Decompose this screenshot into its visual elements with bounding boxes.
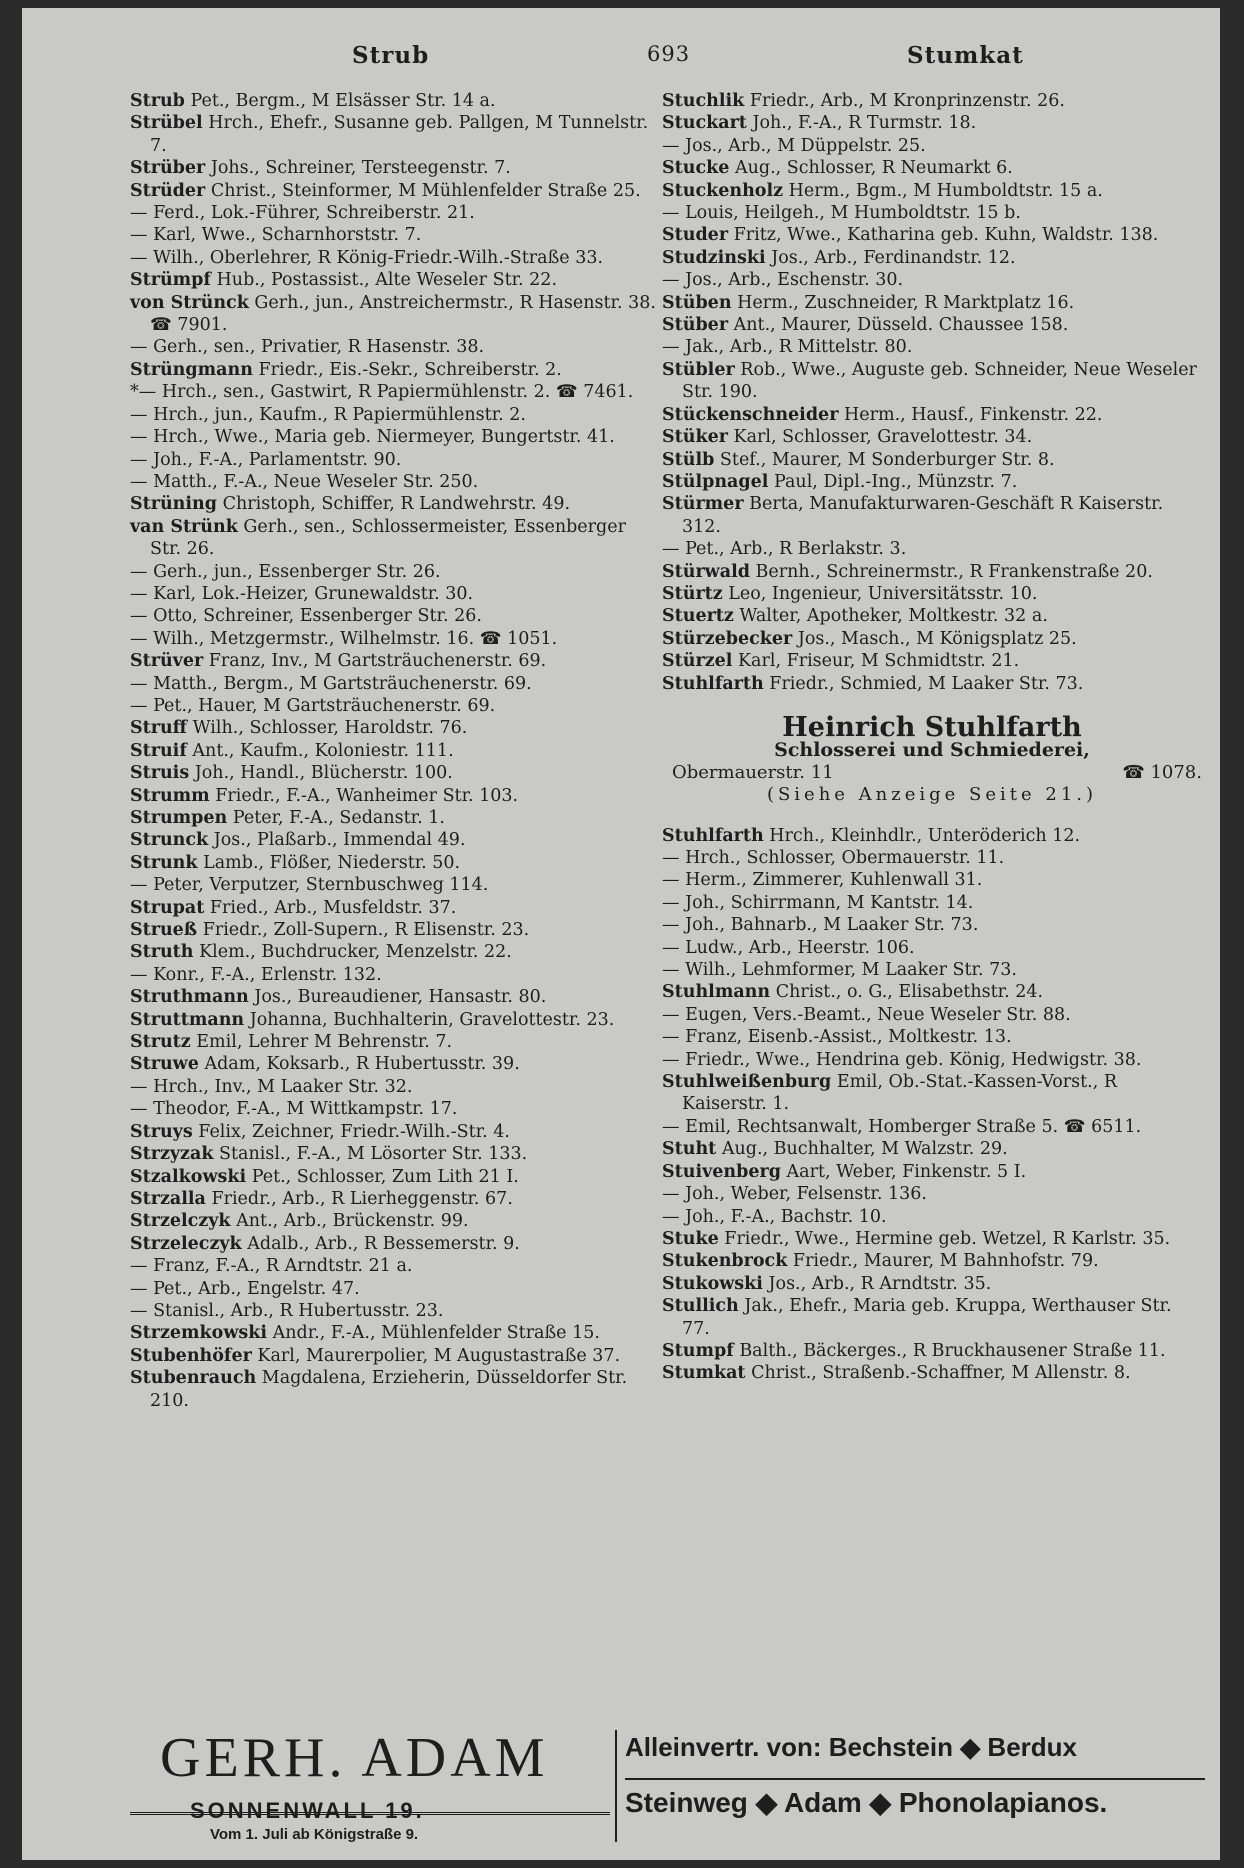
- entry-details: — Eugen, Vers.-Beamt., Neue Weseler Str. 88.: [662, 1004, 1071, 1025]
- entry-surname: Stürzel: [662, 651, 733, 672]
- entry-surname: Stülb: [662, 449, 715, 470]
- entry-details: Aug., Schlosser, R Neumarkt 6.: [734, 158, 1013, 179]
- directory-entry: [130, 650, 660, 672]
- entry-details: Aug., Buchhalter, M Walzstr. 29.: [721, 1139, 1008, 1160]
- entry-surname: Stucke: [662, 158, 730, 179]
- entry-details: Fritz, Wwe., Katharina geb. Kuhn, Waldstr. 138.: [733, 225, 1159, 246]
- directory-entry: [130, 1300, 660, 1322]
- entry-surname: Stubenhöfer: [130, 1345, 252, 1366]
- entry-details: — Wilh., Oberlehrer, R König-Friedr.-Wilh.-Straße 33.: [130, 247, 604, 268]
- entry-details: — Franz, Eisenb.-Assist., Moltkestr. 13.: [662, 1027, 1012, 1048]
- entry-surname: Stürtz: [662, 583, 723, 604]
- directory-entry: [130, 404, 660, 426]
- directory-entry: [662, 157, 1202, 179]
- entry-details: Franz, Inv., M Gartsträuchenerstr. 69.: [208, 651, 547, 672]
- directory-entry: [130, 1210, 660, 1232]
- entry-surname: Stürwald: [662, 561, 750, 582]
- entry-details: — Ferd., Lok.-Führer, Schreiberstr. 21.: [130, 203, 475, 224]
- entry-details: Johs., Schreiner, Tersteegenstr. 7.: [210, 158, 511, 179]
- directory-entry: [130, 493, 660, 515]
- entry-details: — Louis, Heilgeh., M Humboldtstr. 15 b.: [662, 203, 1021, 224]
- entry-details: — Matth., Bergm., M Gartsträuchenerstr. 69.: [130, 673, 532, 694]
- directory-entry: [662, 1228, 1202, 1250]
- entry-surname: Stuivenberg: [662, 1161, 781, 1182]
- entry-details: — Stanisl., Arb., R Hubertusstr. 23.: [130, 1300, 444, 1321]
- entry-surname: van Strünk: [130, 516, 238, 537]
- entry-surname: Stuhlweißenburg: [662, 1072, 832, 1093]
- entry-details: Ant., Maurer, Düsseld. Chaussee 158.: [733, 315, 1069, 336]
- entry-details: Paul, Dipl.-Ing., Münzstr. 7.: [774, 471, 1018, 492]
- directory-entry: [130, 852, 660, 874]
- directory-entry: [130, 673, 660, 695]
- directory-entry: [130, 1255, 660, 1277]
- directory-entry: [130, 874, 660, 896]
- directory-entry: [662, 1071, 1202, 1116]
- entry-surname: Stuke: [662, 1228, 719, 1249]
- entry-details: Hub., Postassist., Alte Weseler Str. 22.: [216, 270, 558, 291]
- entry-surname: Struthmann: [130, 987, 249, 1008]
- directory-entry: [662, 1340, 1202, 1362]
- directory-entry: [662, 650, 1202, 672]
- directory-entry: [130, 1188, 660, 1210]
- right-entries-top: [662, 90, 1202, 695]
- entry-details: — Herm., Zimmerer, Kuhlenwall 31.: [662, 870, 983, 891]
- entry-surname: Strub: [130, 91, 185, 111]
- directory-entry: [130, 964, 660, 986]
- entry-details: Stef., Maurer, M Sonderburger Str. 8.: [719, 449, 1055, 470]
- entry-surname: Strzelczyk: [130, 1211, 231, 1232]
- entry-details: Gerh., jun., Anstreichermstr., R Hasenstr. 38. ☎ 7901.: [150, 292, 656, 336]
- advert-title: Heinrich Stuhlfarth: [782, 711, 1082, 743]
- left-column: [130, 90, 660, 1412]
- directory-entry: [662, 561, 1202, 583]
- directory-entry: [130, 628, 660, 650]
- gerh-adam-divider: [615, 1730, 617, 1842]
- entry-surname: Stückenschneider: [662, 404, 839, 425]
- directory-entry: [662, 247, 1202, 269]
- directory-entry: [662, 1026, 1202, 1048]
- entry-details: — Peter, Verputzer, Sternbuschweg 114.: [130, 875, 489, 896]
- entry-surname: Strübel: [130, 113, 203, 134]
- entry-details: Johanna, Buchhalterin, Gravelottestr. 23.: [249, 1009, 615, 1030]
- directory-entry: [130, 359, 660, 381]
- entry-details: Friedr., Schmied, M Laaker Str. 73.: [769, 673, 1084, 694]
- directory-entry: [130, 449, 660, 471]
- entry-surname: Stuckart: [662, 113, 747, 134]
- entry-details: Ant., Arb., Brückenstr. 99.: [236, 1211, 469, 1232]
- directory-entry: [130, 561, 660, 583]
- entry-details: Friedr., Zoll-Supern., R Elisenstr. 23.: [202, 920, 530, 941]
- directory-entry: [662, 292, 1202, 314]
- entry-details: Hrch., Ehefr., Susanne geb. Pallgen, M Tunnelstr. 7.: [150, 113, 649, 156]
- directory-entry: [130, 605, 660, 627]
- directory-entry: [662, 605, 1202, 627]
- entry-surname: Stzalkowski: [130, 1166, 247, 1187]
- entry-surname: Strumpen: [130, 808, 228, 828]
- directory-entry: [662, 914, 1202, 936]
- directory-entry: [130, 1031, 660, 1053]
- directory-entry: [130, 1367, 660, 1412]
- entry-details: Ant., Kaufm., Koloniestr. 111.: [192, 740, 454, 761]
- entry-details: Peter, F.-A., Sedanstr. 1.: [232, 808, 445, 828]
- entry-details: Andr., F.-A., Mühlenfelder Straße 15.: [272, 1323, 600, 1344]
- entry-details: — Joh., Schirrmann, M Kantstr. 14.: [662, 892, 974, 913]
- entry-details: — Theodor, F.-A., M Wittkampstr. 17.: [130, 1099, 458, 1120]
- entry-surname: Stullich: [662, 1296, 739, 1317]
- directory-entry: [662, 336, 1202, 358]
- entry-surname: Struis: [130, 763, 190, 784]
- entry-details: Balth., Bäckerges., R Bruckhausener Straße 11.: [739, 1340, 1166, 1361]
- gerh-adam-advert: [130, 1726, 1202, 1846]
- directory-entry: [662, 180, 1202, 202]
- entry-details: Friedr., Maurer, M Bahnhofstr. 79.: [792, 1251, 1099, 1272]
- advert-address: [662, 762, 1202, 784]
- directory-entry: [662, 135, 1202, 157]
- entry-surname: Stumkat: [662, 1363, 746, 1384]
- entry-surname: Stuckenholz: [662, 180, 784, 201]
- directory-entry: [662, 538, 1202, 560]
- entry-details: — Hrch., Inv., M Laaker Str. 32.: [130, 1076, 413, 1097]
- directory-entry: [662, 825, 1202, 847]
- entry-details: Bernh., Schreinermstr., R Frankenstraße 20.: [755, 561, 1153, 582]
- directory-entry: [130, 269, 660, 291]
- entry-details: Christ., Steinformer, M Mühlenfelder Straße 25.: [210, 180, 641, 201]
- directory-entry: [662, 493, 1202, 538]
- entry-details: — Gerh., sen., Privatier, R Hasenstr. 38.: [130, 337, 485, 358]
- entry-details: Emil, Ob.-Stat.-Kassen-Vorst., R Kaiserstr. 1.: [682, 1072, 1118, 1115]
- entry-surname: Strzalla: [130, 1188, 206, 1209]
- directory-entry: [130, 202, 660, 224]
- entry-details: Jos., Arb., R Arndtstr. 35.: [768, 1273, 992, 1294]
- entry-details: Walter, Apotheker, Moltkestr. 32 a.: [739, 606, 1048, 627]
- directory-entry: [130, 762, 660, 784]
- directory-entry: [662, 359, 1202, 404]
- directory-entry: [662, 1362, 1202, 1384]
- directory-entry: [662, 981, 1202, 1003]
- entry-details: Aart, Weber, Finkenstr. 5 I.: [786, 1161, 1027, 1182]
- entry-details: Lamb., Flößer, Niederstr. 50.: [203, 852, 461, 873]
- directory-entry: [662, 1138, 1202, 1160]
- entry-details: — Konr., F.-A., Erlenstr. 132.: [130, 964, 382, 985]
- entry-details: Friedr., Arb., R Lierheggenstr. 67.: [211, 1188, 513, 1209]
- entry-details: Emil, Lehrer M Behrenstr. 7.: [196, 1032, 453, 1053]
- entry-surname: Stuchlik: [662, 91, 745, 111]
- entry-surname: Struff: [130, 718, 188, 739]
- entry-details: — Hrch., Wwe., Maria geb. Niermeyer, Bungertstr. 41.: [130, 427, 615, 448]
- directory-entry: [130, 941, 660, 963]
- entry-details: Jos., Plaßarb., Immendal 49.: [213, 830, 466, 851]
- entry-surname: Struwe: [130, 1054, 199, 1075]
- entry-details: Jos., Bureaudiener, Hansastr. 80.: [254, 987, 547, 1008]
- stuhlfarth-advert: [662, 711, 1202, 807]
- directory-entry: [662, 426, 1202, 448]
- entry-surname: Strüder: [130, 180, 206, 201]
- entry-surname: Stumpf: [662, 1340, 734, 1361]
- directory-entry: [130, 1322, 660, 1344]
- directory-entry: [130, 583, 660, 605]
- directory-entry: [662, 471, 1202, 493]
- entry-details: Jos., Masch., M Königsplatz 25.: [797, 628, 1077, 649]
- directory-entry: [130, 1076, 660, 1098]
- directory-entry: [662, 224, 1202, 246]
- entry-details: — Pet., Arb., R Berlakstr. 3.: [662, 539, 907, 560]
- entry-surname: Stuht: [662, 1139, 717, 1160]
- entry-surname: Strumm: [130, 785, 210, 806]
- entry-details: Christ., o. G., Elisabethstr. 24.: [775, 982, 1044, 1003]
- directory-entry: [130, 292, 660, 337]
- directory-entry: [662, 1183, 1202, 1205]
- directory-entry: [662, 628, 1202, 650]
- page-number: 693: [647, 42, 691, 66]
- entry-details: Pet., Schlosser, Zum Lith 21 I.: [251, 1166, 519, 1187]
- directory-entry: [662, 673, 1202, 695]
- directory-entry: [662, 314, 1202, 336]
- entry-surname: Strunk: [130, 852, 198, 873]
- entry-surname: Stüber: [662, 315, 729, 336]
- entry-surname: Strümpf: [130, 270, 211, 291]
- entry-details: Rob., Wwe., Auguste geb. Schneider, Neue Weseler Str. 190.: [682, 359, 1197, 403]
- directory-entry: [662, 90, 1202, 112]
- entry-details: Friedr., F.-A., Wanheimer Str. 103.: [215, 785, 519, 806]
- entry-surname: Struttmann: [130, 1009, 245, 1030]
- entry-surname: Struth: [130, 942, 194, 963]
- entry-details: Stanisl., F.-A., M Lösorter Str. 133.: [219, 1144, 528, 1165]
- entry-details: Herm., Bgm., M Humboldtstr. 15 a.: [788, 180, 1103, 201]
- header-left: Strub: [352, 42, 430, 69]
- entry-details: — Joh., F.-A., Bachstr. 10.: [662, 1206, 887, 1227]
- directory-entry: [130, 224, 660, 246]
- entry-details: — Pet., Arb., Engelstr. 47.: [130, 1278, 360, 1299]
- entry-surname: Stubenrauch: [130, 1368, 257, 1389]
- directory-entry: [662, 892, 1202, 914]
- entry-surname: Struif: [130, 740, 187, 761]
- directory-entry: [662, 1116, 1202, 1138]
- entry-details: — Joh., F.-A., Parlamentstr. 90.: [130, 449, 402, 470]
- gerh-adam-line2: Steinweg ◆ Adam ◆ Phonolapianos.: [625, 1787, 1108, 1818]
- entry-details: Klem., Buchdrucker, Menzelstr. 22.: [199, 942, 512, 963]
- entry-details: — Jak., Arb., R Mittelstr. 80.: [662, 337, 913, 358]
- directory-entry: [130, 157, 660, 179]
- directory-entry: [662, 1273, 1202, 1295]
- gerh-adam-line1: Alleinvertr. von: Bechstein ◆ Berdux: [625, 1732, 1078, 1762]
- entry-surname: Strzemkowski: [130, 1323, 268, 1344]
- entry-surname: Strüngmann: [130, 359, 253, 380]
- directory-entry: [130, 381, 660, 403]
- entry-details: Felix, Zeichner, Friedr.-Wilh.-Str. 4.: [198, 1121, 510, 1142]
- entry-details: Karl, Schlosser, Gravelottestr. 34.: [733, 427, 1033, 448]
- entry-surname: Stüker: [662, 427, 728, 448]
- directory-entry: [130, 336, 660, 358]
- directory-entry: [662, 1161, 1202, 1183]
- entry-details: Jak., Ehefr., Maria geb. Kruppa, Werthauser Str. 77.: [682, 1296, 1172, 1339]
- entry-details: — Ludw., Arb., Heerstr. 106.: [662, 937, 915, 958]
- entry-details: — Joh., Bahnarb., M Laaker Str. 73.: [662, 915, 979, 936]
- entry-details: Leo, Ingenieur, Universitätsstr. 10.: [728, 583, 1038, 604]
- entry-details: Adalb., Arb., R Bessemerstr. 9.: [247, 1233, 520, 1254]
- entry-surname: Strzyzak: [130, 1144, 214, 1165]
- entry-details: — Franz, F.-A., R Arndtstr. 21 a.: [130, 1256, 413, 1277]
- entry-details: Friedr., Arb., M Kronprinzenstr. 26.: [749, 91, 1065, 111]
- directory-entry: [662, 1295, 1202, 1340]
- directory-entry: [130, 919, 660, 941]
- entry-details: — Jos., Arb., M Düppelstr. 25.: [662, 135, 926, 156]
- entry-surname: Stuhlfarth: [662, 825, 764, 846]
- entry-details: — Wilh., Lehmformer, M Laaker Str. 73.: [662, 960, 1017, 981]
- entry-surname: Strupat: [130, 897, 205, 918]
- entry-details: Hrch., Kleinhdlr., Unteröderich 12.: [769, 825, 1081, 846]
- header-right: Stumkat: [907, 42, 1024, 69]
- advert-phone: ☎ 1078.: [1122, 761, 1202, 783]
- entry-details: — Karl, Wwe., Scharnhorststr. 7.: [130, 225, 422, 246]
- entry-surname: Strüber: [130, 158, 206, 179]
- gerh-adam-street: SONNENWALL 19.: [190, 1798, 425, 1823]
- entry-details: Gerh., sen., Schlossermeister, Essenberger Str. 26.: [150, 516, 626, 560]
- entry-surname: Strunck: [130, 830, 209, 851]
- entry-surname: Stürmer: [662, 494, 744, 515]
- directory-entry: [662, 583, 1202, 605]
- directory-entry: [130, 112, 660, 157]
- entry-details: Jos., Arb., Ferdinandstr. 12.: [771, 247, 1016, 268]
- entry-details: — Gerh., jun., Essenberger Str. 26.: [130, 561, 441, 582]
- gerh-adam-hr: [625, 1778, 1205, 1780]
- entry-details: Herm., Zuschneider, R Marktplatz 16.: [737, 292, 1075, 313]
- entry-surname: Stuhlfarth: [662, 673, 764, 694]
- directory-entry: [130, 717, 660, 739]
- entry-surname: Stüben: [662, 292, 732, 313]
- entry-details: Fried., Arb., Musfeldstr. 37.: [209, 897, 457, 918]
- entry-surname: Stuhlmann: [662, 982, 771, 1003]
- directory-entry: [662, 1004, 1202, 1026]
- entry-details: — Wilh., Metzgermstr., Wilhelmstr. 16. ☎ 1051.: [130, 628, 558, 649]
- directory-entry: [662, 959, 1202, 981]
- directory-entry: [662, 1206, 1202, 1228]
- directory-entry: [130, 695, 660, 717]
- directory-entry: [662, 869, 1202, 891]
- directory-entry: [130, 807, 660, 829]
- entry-details: — Joh., Weber, Felsenstr. 136.: [662, 1184, 927, 1205]
- entry-surname: Stürzebecker: [662, 628, 793, 649]
- right-column: [662, 90, 1202, 1385]
- entry-surname: Stukowski: [662, 1273, 763, 1294]
- entry-surname: von Strünck: [130, 292, 249, 313]
- entry-details: — Hrch., Schlosser, Obermauerstr. 11.: [662, 848, 1005, 868]
- entry-surname: Strutz: [130, 1032, 191, 1053]
- entry-details: — Matth., F.-A., Neue Weseler Str. 250.: [130, 471, 479, 492]
- directory-entry: [130, 1098, 660, 1120]
- entry-details: — Karl, Lok.-Heizer, Grunewaldstr. 30.: [130, 583, 474, 604]
- gerh-adam-name: GERH. ADAM: [160, 1727, 549, 1789]
- entry-surname: Stübler: [662, 359, 735, 380]
- right-entries-bottom: [662, 825, 1202, 1385]
- directory-entry: [130, 785, 660, 807]
- directory-entry: [130, 471, 660, 493]
- entry-details: Friedr., Eis.-Sekr., Schreiberstr. 2.: [258, 359, 562, 380]
- directory-entry: [662, 847, 1202, 869]
- directory-entry: [662, 112, 1202, 134]
- directory-entry: [130, 829, 660, 851]
- entry-details: Adam, Koksarb., R Hubertusstr. 39.: [204, 1054, 520, 1075]
- entry-surname: Strzeleczyk: [130, 1233, 242, 1254]
- directory-entry: [662, 449, 1202, 471]
- entry-surname: Stuertz: [662, 606, 734, 627]
- entry-surname: Strüver: [130, 651, 204, 672]
- directory-entry: [662, 937, 1202, 959]
- directory-entry: [662, 404, 1202, 426]
- entry-details: — Otto, Schreiner, Essenberger Str. 26.: [130, 606, 482, 627]
- entry-surname: Struys: [130, 1121, 193, 1142]
- entry-details: — Hrch., jun., Kaufm., R Papiermühlenstr. 2.: [130, 404, 526, 425]
- entry-details: Berta, Manufakturwaren-Geschäft R Kaiserstr. 312.: [682, 494, 1164, 537]
- directory-entry: [662, 269, 1202, 291]
- directory-entry: [130, 1278, 660, 1300]
- directory-entry: [130, 1121, 660, 1143]
- entry-details: Christoph, Schiffer, R Landwehrstr. 49.: [222, 494, 571, 515]
- directory-entry: [130, 740, 660, 762]
- entry-details: Christ., Straßenb.-Schaffner, M Allenstr. 8.: [751, 1363, 1131, 1384]
- entry-details: Friedr., Wwe., Hermine geb. Wetzel, R Karlstr. 35.: [724, 1228, 1171, 1249]
- entry-details: — Friedr., Wwe., Hendrina geb. König, Hedwigstr. 38.: [662, 1049, 1142, 1070]
- entry-details: Pet., Bergm., M Elsässer Str. 14 a.: [190, 91, 496, 111]
- directory-entry: [130, 426, 660, 448]
- entry-surname: Stukenbrock: [662, 1251, 788, 1272]
- directory-entry: [130, 516, 660, 561]
- entry-details: — Emil, Rechtsanwalt, Homberger Straße 5. ☎ 6511.: [662, 1116, 1142, 1137]
- directory-entry: [130, 1345, 660, 1367]
- directory-entry: [662, 1049, 1202, 1071]
- directory-entry: [130, 986, 660, 1008]
- advert-line: Schlosserei und Schmiederei,: [774, 739, 1090, 762]
- entry-details: — Pet., Hauer, M Gartsträuchenerstr. 69.: [130, 695, 496, 716]
- directory-entry: [130, 1143, 660, 1165]
- directory-entry: [130, 1009, 660, 1031]
- directory-entry: [130, 1166, 660, 1188]
- entry-details: Wilh., Schlosser, Haroldstr. 76.: [192, 718, 468, 739]
- entry-details: Karl, Maurerpolier, M Augustastraße 37.: [257, 1345, 621, 1366]
- directory-entry: [130, 90, 660, 112]
- entry-surname: Strueß: [130, 920, 198, 941]
- directory-entry: [662, 202, 1202, 224]
- entry-details: Joh., F.-A., R Turmstr. 18.: [752, 113, 977, 134]
- entry-surname: Strüning: [130, 494, 217, 515]
- directory-entry: [130, 1053, 660, 1075]
- entry-details: Herm., Hausf., Finkenstr. 22.: [844, 404, 1103, 425]
- entry-surname: Stülpnagel: [662, 471, 769, 492]
- directory-entry: [130, 180, 660, 202]
- entry-details: *— Hrch., sen., Gastwirt, R Papiermühlenstr. 2. ☎ 7461.: [130, 382, 634, 403]
- directory-entry: [130, 1233, 660, 1255]
- entry-details: Magdalena, Erzieherin, Düsseldorfer Str. 210.: [150, 1368, 628, 1411]
- directory-entry: [130, 247, 660, 269]
- directory-entry: [662, 1250, 1202, 1272]
- advert-note: (Siehe Anzeige Seite 21.): [766, 784, 1098, 806]
- directory-entry: [130, 897, 660, 919]
- directory-page: [22, 8, 1220, 1860]
- entry-details: — Jos., Arb., Eschenstr. 30.: [662, 270, 904, 291]
- advert-street: Obermauerstr. 11: [672, 761, 834, 783]
- entry-details: Joh., Handl., Blücherstr. 100.: [194, 763, 453, 784]
- entry-surname: Studer: [662, 225, 729, 246]
- gerh-adam-note: Vom 1. Juli ab Königstraße 9.: [210, 1826, 419, 1843]
- entry-details: Karl, Friseur, M Schmidtstr. 21.: [737, 651, 1020, 672]
- entry-surname: Studzinski: [662, 247, 766, 268]
